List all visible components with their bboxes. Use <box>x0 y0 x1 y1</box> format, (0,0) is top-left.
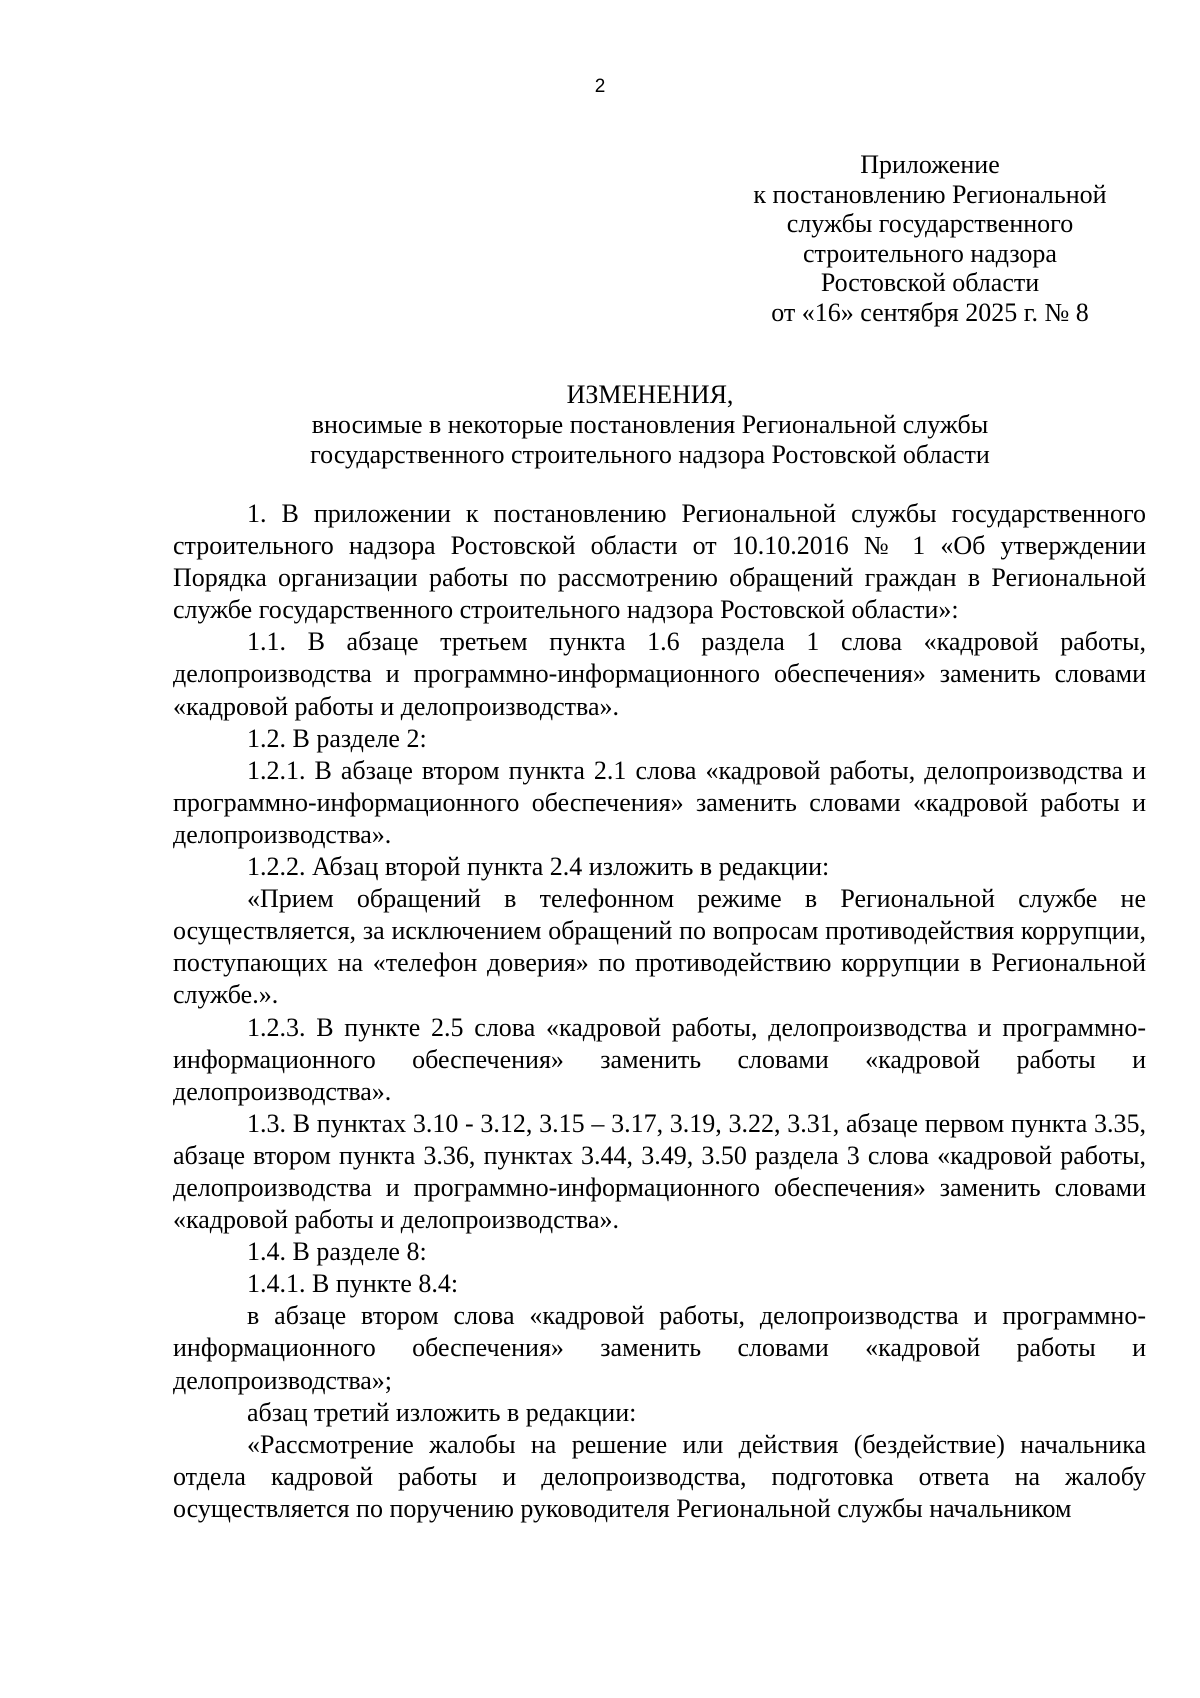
paragraph: 1.4.1. В пункте 8.4: <box>247 1269 459 1299</box>
appendix-line: строительного надзора <box>803 238 1057 268</box>
paragraph: 1.3. В пунктах 3.10 - 3.12, 3.15 – 3.17, 3.19, 3.22, 3.31, абзаце первом пункта 3.35, абзаце втором пункта 3.36, пунктах 3.44, 3.49, 3.50 раздела 3 слова «кадровой работы, делопроизводства и программно-информационного обеспечения» заменить словами «кадровой работы и делопроизводства». <box>173 1108 1146 1235</box>
appendix-line: Приложение <box>860 150 1000 179</box>
paragraph: 1.2.1. В абзаце втором пункта 2.1 слова «кадровой работы, делопроизводства и программно-информационного обеспечения» заменить словами «кадровой работы и делопроизводства». <box>173 755 1146 849</box>
heading-subtitle-line: государственного строительного надзора Ростовской области <box>310 440 990 469</box>
paragraph: 1.1. В абзаце третьем пункта 1.6 раздела 1 слова «кадровой работы, делопроизводства и программно-информационного обеспечения» заменить словами «кадровой работы и делопроизводства». <box>173 627 1146 721</box>
document-body <box>173 498 1146 1525</box>
document-heading <box>160 380 1140 470</box>
appendix-line: от «16» сентября 2025 г. № 8 <box>771 297 1089 327</box>
paragraph: 1.2.3. В пункте 2.5 слова «кадровой работы, делопроизводства и программно-информационного обеспечения» заменить словами «кадровой работы и делопроизводства». <box>173 1012 1146 1106</box>
paragraph: в абзаце втором слова «кадровой работы, делопроизводства и программно-информационного обеспечения» заменить словами «кадровой работы и делопроизводства»; <box>173 1301 1146 1395</box>
paragraph: абзац третий изложить в редакции: <box>247 1397 637 1427</box>
paragraph: 1. В приложении к постановлению Региональной службы государственного строительного надзора Ростовской области от 10.10.2016 № 1 «Об утверждении Порядка организации работы по рассмотрению обращений граждан в Региональной службе государственного строительного надзора Ростовской области»: <box>173 499 1146 625</box>
paragraph: «Рассмотрение жалобы на решение или действия (бездействие) начальника отдела кадровой работы и делопроизводства, подготовка ответа на жалобу осуществляется по поручению руководителя Региональной службы начальником <box>173 1429 1146 1523</box>
appendix-line: службы государственного <box>786 209 1074 238</box>
paragraph: «Прием обращений в телефонном режиме в Региональной службе не осуществляется, за исключением обращений по вопросам противодействия коррупции, поступающих на «телефон доверия» по противодействию коррупции в Региональной службе.». <box>173 884 1146 1010</box>
appendix-line: Ростовской области <box>820 268 1040 297</box>
paragraph: 1.2.2. Абзац второй пункта 2.4 изложить в редакции: <box>247 852 830 882</box>
appendix-block <box>715 150 1145 327</box>
heading-title: ИЗМЕНЕНИЯ, <box>566 380 734 409</box>
appendix-line: к постановлению Региональной <box>753 179 1107 209</box>
paragraph: 1.2. В разделе 2: <box>247 723 427 753</box>
paragraph: 1.4. В разделе 8: <box>247 1237 427 1267</box>
heading-subtitle-line: вносимые в некоторые постановления Региональной службы <box>311 410 989 439</box>
page-number: 2 <box>594 76 606 97</box>
